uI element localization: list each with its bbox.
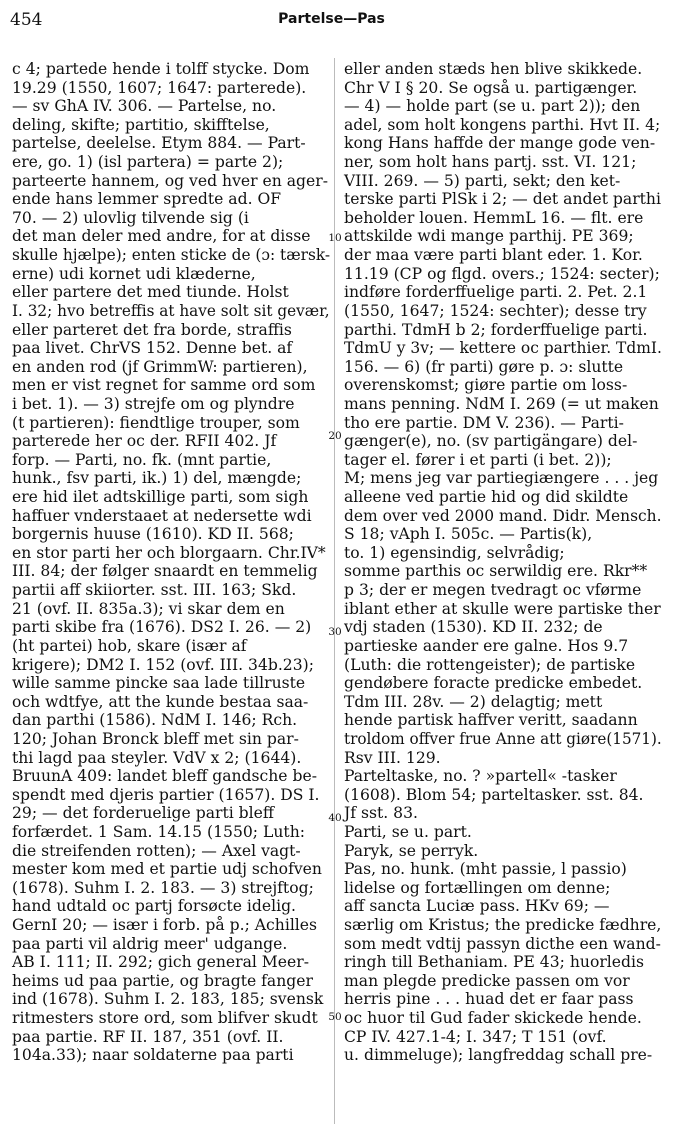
- text-line: eller anden stæds hen blive skikkede.: [344, 60, 643, 78]
- text-line: dan parthi (1586). NdM I. 146; Rch.: [12, 711, 298, 730]
- text-line: man plegde predicke passen om vor: [344, 971, 630, 990]
- text-line: 21 (ovf. II. 835a.3); vi skar dem en: [12, 599, 285, 618]
- text-line: kong Hans haffde der mange gode ven-: [344, 134, 656, 153]
- text-line: borgernis huuse (1610). KD II. 568;: [12, 525, 294, 544]
- text-line: overenskomst; giøre partie om loss-: [344, 376, 628, 395]
- text-line: somme parthis oc serwildig ere. Rkr**: [344, 562, 648, 581]
- text-line: partieske aander ere galne. Hos 9.7: [344, 636, 629, 655]
- text-line: 120; Johan Bronck bleff met sin par-: [12, 729, 299, 748]
- text-line: i bet. 1). — 3) strejfe om og plyndre: [12, 394, 295, 413]
- text-line: indføre forderffuelige parti. 2. Pet. 2.1: [344, 283, 648, 302]
- text-line: spendt med djeris partier (1657). DS I.: [12, 785, 320, 804]
- text-line: parterede her oc der. RFII 402. Jf: [12, 432, 277, 451]
- text-line: ner, som holt hans partj. sst. VI. 121;: [344, 153, 637, 172]
- text-line: gendøbere foracte predicke embedet.: [344, 674, 643, 693]
- text-line: lidelse og fortællingen om denne;: [344, 878, 611, 897]
- text-line: iblant ether at skulle were partiske ther: [344, 599, 661, 618]
- text-line: der maa være parti blant eder. 1. Kor.: [344, 246, 643, 265]
- text-line: hunk., fsv parti, ik.) 1) del, mængde;: [12, 469, 302, 488]
- left-column: [12, 60, 330, 1065]
- text-line: ind (1678). Suhm I. 2. 183, 185; svensk: [12, 990, 324, 1009]
- text-line: hende partisk haffver veritt, saadann: [344, 711, 638, 730]
- text-line: partelse, deelelse. Etym 884. — Part-: [12, 134, 306, 153]
- text-line: to. 1) egensindig, selvrådig;: [344, 543, 565, 562]
- page-header: [10, 10, 653, 32]
- text-line: deling, skifte; partitio, skifftelse,: [12, 115, 270, 134]
- text-line: herris pine . . . huad det er faar pass: [344, 990, 634, 1009]
- text-line: (Luth: die rottengeister); de partiske: [344, 655, 636, 674]
- text-line: eller partere det med tiunde. Holst: [12, 283, 289, 302]
- text-line: ringh till Bethaniam. PE 43; huorledis: [344, 953, 644, 972]
- text-line: 70. — 2) ulovlig tilvende sig (i: [12, 208, 249, 227]
- text-line: VIII. 269. — 5) parti, sekt; den ket-: [344, 171, 621, 190]
- text-line: partii aff skiiorter. sst. III. 163; Skd.: [12, 581, 297, 600]
- text-line: Parti, se u. part.: [344, 822, 472, 841]
- text-line: M; mens jeg var partiegiængere . . . jeg: [344, 469, 659, 488]
- text-line: (t partieren): fiendtlige trouper, som: [12, 413, 300, 432]
- text-line: S 18; vAph I. 505c. — Partis(k),: [344, 525, 593, 544]
- text-line: hand udtald oc partj forsøcte idelig.: [12, 897, 297, 916]
- text-line: 104a.33); naar soldaterne paa parti: [12, 1046, 294, 1065]
- text-line: 11.19 (CP og flgd. overs.; 1524: secter);: [344, 264, 660, 283]
- text-line: p 3; der er megen tvedragt oc vførme: [344, 581, 642, 600]
- text-line: en anden rod (jf GrimmW: partieren),: [12, 357, 308, 376]
- text-line: 29; — det forderuelige parti bleff: [12, 804, 274, 823]
- text-line: troldom offver frue Anne att giøre(1571).: [344, 729, 662, 748]
- text-line: en stor parti her och blorgaarn. Chr.IV*: [12, 543, 326, 562]
- line-number: 30: [328, 626, 342, 638]
- text-line: Jf sst. 83.: [344, 804, 418, 823]
- text-line: krigere); DM2 I. 152 (ovf. III. 34b.23);: [12, 655, 314, 674]
- text-line: haffuer vnderstaaet at nedersette wdi: [12, 506, 312, 525]
- text-line: parti skibe fra (1676). DS2 I. 26. — 2): [12, 618, 312, 637]
- text-line: erne) udi kornet udi klæderne,: [12, 264, 256, 283]
- text-line: thi lagd paa steyler. VdV x 2; (1644).: [12, 748, 302, 767]
- text-line: BruunA 409: landet bleff gandsche be-: [12, 767, 317, 786]
- line-number: 40: [328, 812, 342, 824]
- line-number: 10: [328, 232, 342, 244]
- text-line: forp. — Parti, no. fk. (mnt partie,: [12, 450, 272, 469]
- text-line: men er vist regnet for samme ord som: [12, 376, 316, 395]
- text-line: wille samme pincke saa lade tillruste: [12, 674, 306, 693]
- text-line: 19.29 (1550, 1607; 1647: parterede).: [12, 78, 307, 97]
- text-line: Pas, no. hunk. (mht passie, l passio): [344, 860, 627, 879]
- text-line: parteerte hannem, og ved hver en ager-: [12, 171, 328, 190]
- text-line: som medt vdtij passyn dicthe een wand-: [344, 934, 661, 953]
- column-divider: [334, 58, 335, 1124]
- text-line: Paryk, se perryk.: [344, 841, 479, 860]
- text-line: ritmesters store ord, som blifver skudt: [12, 1009, 318, 1028]
- running-title: Partelse—Pas: [278, 11, 385, 27]
- text-line: Parteltaske, no. ? »partell« -tasker: [344, 767, 617, 786]
- text-line: paa livet. ChrVS 152. Denne bet. af: [12, 339, 293, 358]
- text-line: mester kom med et partie udj schofven: [12, 860, 322, 879]
- text-line: mans penning. NdM I. 269 (= ut maken: [344, 394, 659, 413]
- text-line: (ht partei) hob, skare (især af: [12, 636, 247, 655]
- right-column: [344, 60, 662, 1065]
- text-line: — 4) — holde part (se u. part 2)); den: [344, 97, 641, 116]
- text-line: aff sancta Luciæ pass. HKv 69; —: [344, 897, 610, 916]
- text-line: CP IV. 427.1-4; I. 347; T 151 (ovf.: [344, 1027, 607, 1046]
- text-line: adel, som holt kongens parthi. Hvt II. 4;: [344, 115, 661, 134]
- text-line: Tdm III. 28v. — 2) delagtig; mett: [344, 692, 603, 711]
- text-line: vdj staden (1530). KD II. 232; de: [344, 618, 603, 637]
- text-line: beholder louen. HemmL 16. — flt. ere: [344, 208, 644, 227]
- text-line: (1608). Blom 54; parteltasker. sst. 84.: [344, 785, 644, 804]
- text-line: (1678). Suhm I. 2. 183. — 3) strejftog;: [12, 878, 314, 897]
- text-line: ere, go. 1) (isl partera) = parte 2);: [12, 153, 284, 172]
- text-line: dem over ved 2000 mand. Didr. Mensch.: [344, 506, 662, 525]
- page-number: 454: [10, 10, 43, 30]
- text-line: och wdtfye, att the kunde bestaa saa-: [12, 692, 309, 711]
- line-number: 50: [328, 1011, 342, 1023]
- text-line: ere hid ilet adtskillige parti, som sigh: [12, 488, 309, 507]
- text-line: paa partie. RF II. 187, 351 (ovf. II.: [12, 1027, 284, 1046]
- line-number: 20: [328, 430, 342, 442]
- text-line: eller parteret det fra borde, straffis: [12, 320, 292, 339]
- text-line: tho ere partie. DM V. 236). — Parti-: [344, 413, 624, 432]
- text-line: I. 32; hvo betreffis at have solt sit gevær,: [12, 301, 330, 320]
- text-line: 156. — 6) (fr parti) gøre p. ɔ: slutte: [344, 357, 624, 376]
- text-line: AB I. 111; II. 292; gich general Meer-: [12, 953, 309, 972]
- text-line: heims ud paa partie, og bragte fanger: [12, 971, 313, 990]
- text-line: u. dimmeluge); langfreddag schall pre-: [344, 1046, 653, 1065]
- text-line: TdmU y 3v; — kettere oc parthier. TdmI.: [344, 339, 662, 358]
- text-line: gænger(e), no. (sv partigängare) del-: [344, 432, 638, 451]
- text-line: særlig om Kristus; the predicke fædhre,: [344, 916, 662, 935]
- text-line: tager el. fører i et parti (i bet. 2));: [344, 450, 612, 469]
- text-line: terske parti PlSk i 2; — det andet parthi: [344, 190, 661, 209]
- text-line: parthi. TdmH b 2; forderffuelige parti.: [344, 320, 648, 339]
- text-line: det man deler med andre, for at disse: [12, 227, 311, 246]
- text-line: c 4; partede hende i tolff stycke. Dom: [12, 60, 310, 78]
- text-line: Rsv III. 129.: [344, 748, 441, 767]
- text-line: paa parti vil aldrig meer' udgange.: [12, 934, 288, 953]
- text-line: (1550, 1647; 1524: sechter); desse try: [344, 301, 647, 320]
- text-line: Chr V I § 20. Se også u. partigænger.: [344, 78, 638, 97]
- text-line: oc huor til Gud fader skickede hende.: [344, 1009, 642, 1028]
- text-line: alleene ved partie hid og did skildte: [344, 488, 629, 507]
- text-line: ende hans lemmer spredte ad. OF: [12, 190, 282, 209]
- text-line: GernI 20; — især i forb. på p.; Achilles: [12, 916, 318, 935]
- text-line: skulle hjælpe); enten sticke de (ɔ: tærsk-: [12, 246, 331, 265]
- text-line: die streifenden rotten); — Axel vagt-: [12, 841, 301, 860]
- text-line: — sv GhA IV. 306. — Partelse, no.: [12, 97, 277, 116]
- text-line: III. 84; der følger snaardt en temmelig: [12, 562, 318, 581]
- text-line: forfærdet. 1 Sam. 14.15 (1550; Luth:: [12, 822, 305, 841]
- text-line: attskilde wdi mange parthij. PE 369;: [344, 227, 634, 246]
